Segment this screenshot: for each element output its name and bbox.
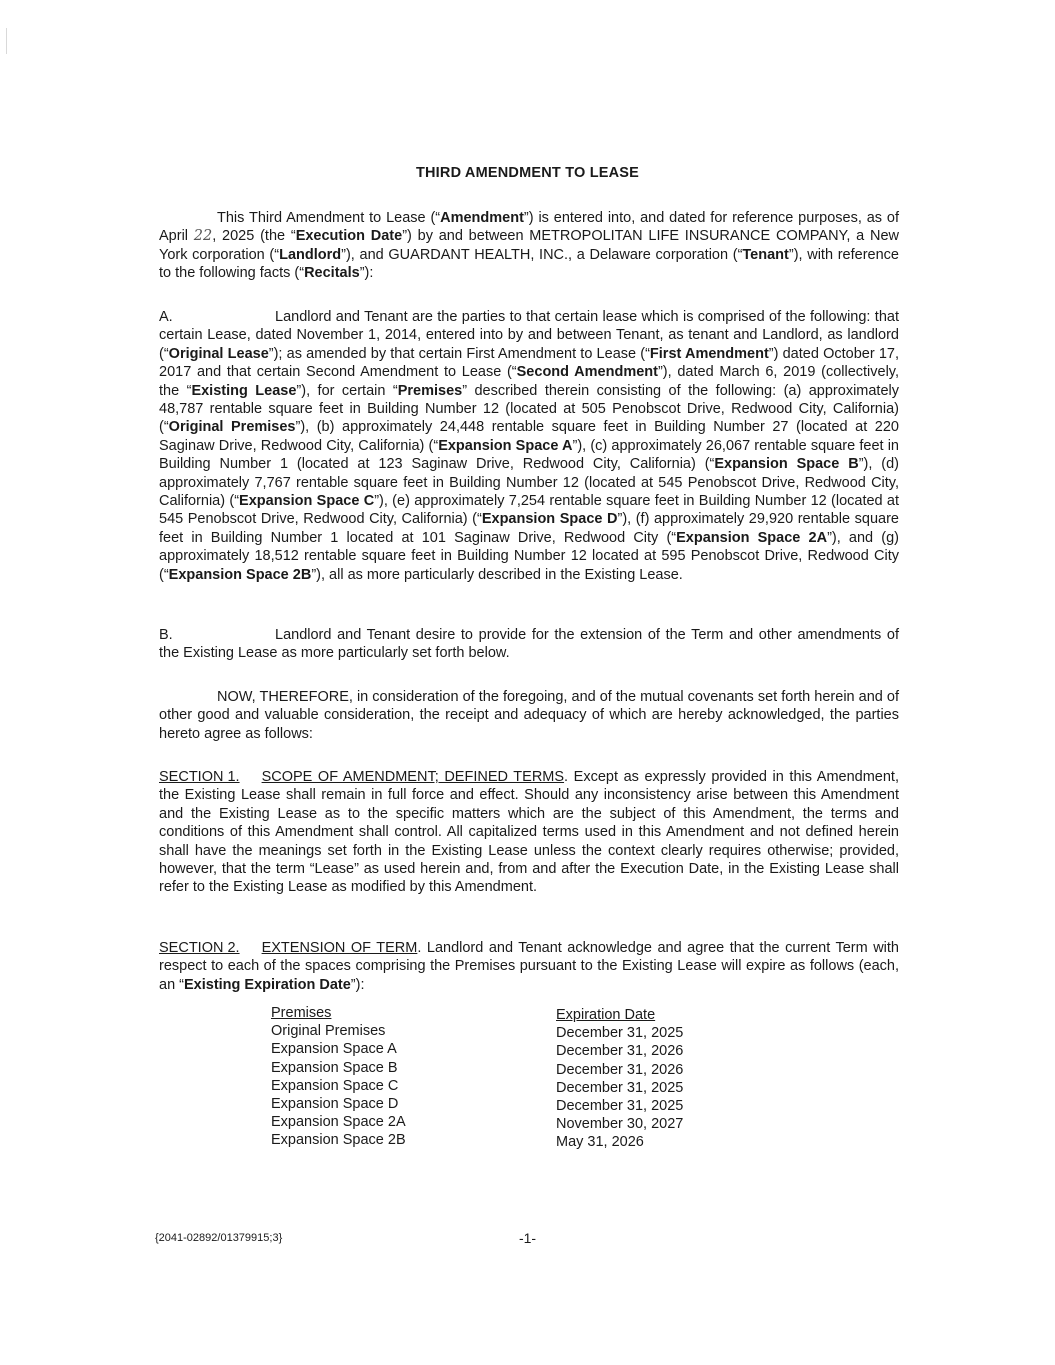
section-1-heading: SCOPE OF AMENDMENT; DEFINED TERMS [261,769,565,785]
recital-b-paragraph: B. Landlord and Tenant desire to provide for the extension of the Term and other amendments of the Existing Lease as more particularly set forth below. [159,627,899,662]
schedule-premises-cell: Expansion Space 2B [271,1132,406,1149]
now-therefore-paragraph: NOW, THEREFORE, in consideration of the foregoing, and of the mutual covenants set forth herein and of other good and valuable consideration, the receipt and adequacy of which are hereby acknowledged, the parties hereto agree as follows: [159,689,899,742]
recital-b-label: B. [159,627,173,643]
section-1-number: SECTION 1. [159,769,240,785]
schedule-premises-column [271,1004,406,1150]
schedule-date-cell: December 31, 2026 [556,1061,684,1078]
document-title: THIRD AMENDMENT TO LEASE [415,165,640,181]
schedule-premises-cell: Expansion Space 2A [271,1114,406,1131]
schedule-premises-cell: Expansion Space D [271,1096,399,1113]
schedule-date-cell: December 31, 2025 [556,1025,684,1042]
schedule-date-cell: November 30, 2027 [556,1116,684,1133]
section-2-number: SECTION 2. [159,940,240,956]
recital-a-paragraph: A. Landlord and Tenant are the parties to that certain lease which is comprised of the following: that certain Lease, dated November 1, 2014, entered into by and between Tenant, as tenant and Landlord, as landlord (“Original Lease”); as amended by that certain First Amendment to Lease (“First Amendment”) dated October 17, 2017 and that certain Second Amendment to Lease (“Second Amendment”), dated March 6, 2019 (collectively, the “Existing Lease”), for certain “Premises” described therein consisting of the following: (a) approximately 48,787 rentable square feet in Building Number 12 (located at 505 Penobscot Drive, Redwood City, California) (“Original Premises”), (b) approximately 24,448 rentable square feet in Building Number 27 (located at 220 Saginaw Drive, Redwood City, California) (“Expansion Space A”), (c) approximately 26,067 rentable square feet in Building Number 1 (located at 123 Saginaw Drive, Redwood City, California) (“Expansion Space B”), (d) approximately 7,767 rentable square feet in Building Number 12 (located at 545 Penobscot Drive, Redwood City, California) (“Expansion Space C”), (e) approximately 7,254 rentable square feet in Building Number 12 (located at 545 Penobscot Drive, Redwood City, California) (“Expansion Space D”), (f) approximately 29,920 rentable square feet in Building Number 1 located at 101 Saginaw Drive, Redwood City (“Expansion Space 2A”), and (g) approximately 18,512 rentable square feet in Building Number 12 located at 595 Penobscot Drive, Redwood City (“Expansion Space 2B”), all as more particularly described in the Existing Lease. [159,309,900,583]
handwritten-day: 22 [193,228,213,245]
schedule-premises-cell: Expansion Space C [271,1077,399,1094]
schedule-premises-cell: Original Premises [271,1023,386,1040]
schedule-date-cell: May 31, 2026 [556,1134,644,1151]
schedule-expiration-header: Expiration Date [556,1007,656,1023]
section-1-paragraph: SECTION 1. SCOPE OF AMENDMENT; DEFINED TERMS. Except as expressly provided in this Amendment, the Existing Lease shall remain in full force and effect. Should any inconsistency arise between this Amendment and the Existing Lease as to the specific matters which are the subject of this Amendment, the terms and conditions of this Amendment shall control. All capitalized terms used in this Amendment and not defined herein shall have the meanings set forth in the Existing Lease unless the context clearly requires otherwise; provided, however, that the term “Lease” as used herein and, from and after the Execution Date, in the Existing Lease shall refer to the Existing Lease as modified by this Amendment. [159,769,899,896]
document-id: {2041-02892/01379915;3} [155,1232,283,1244]
schedule-date-cell: December 31, 2025 [556,1098,684,1115]
section-2-heading: EXTENSION OF TERM [261,940,418,956]
scan-artifact [6,28,7,54]
schedule-premises-cell: Expansion Space A [271,1041,397,1058]
intro-paragraph: This Third Amendment to Lease (“Amendment”) is entered into, and dated for reference purposes, as of April 22, 2025 (the “Execution Date”) by and between METROPOLITAN LIFE INSURANCE COMPANY, a New York corporation (“Landlord”), and GUARDANT HEALTH, INC., a Delaware corporation (“Tenant”), with reference to the following facts (“Recitals”): [159,210,899,282]
page-number: -1- [518,1230,537,1246]
schedule-date-cell: December 31, 2026 [556,1043,684,1060]
schedule-date-cell: December 31, 2025 [556,1079,684,1096]
schedule-premises-header: Premises [271,1005,332,1021]
schedule-premises-cell: Expansion Space B [271,1059,398,1076]
schedule-expiration-column [556,1006,683,1152]
section-2-paragraph: SECTION 2. EXTENSION OF TERM. Landlord and Tenant acknowledge and agree that the current Term with respect to each of the spaces comprising the Premises pursuant to the Existing Lease will expire as follows (each, an “Existing Expiration Date”): [159,940,899,993]
recital-a-label: A. [159,309,173,325]
